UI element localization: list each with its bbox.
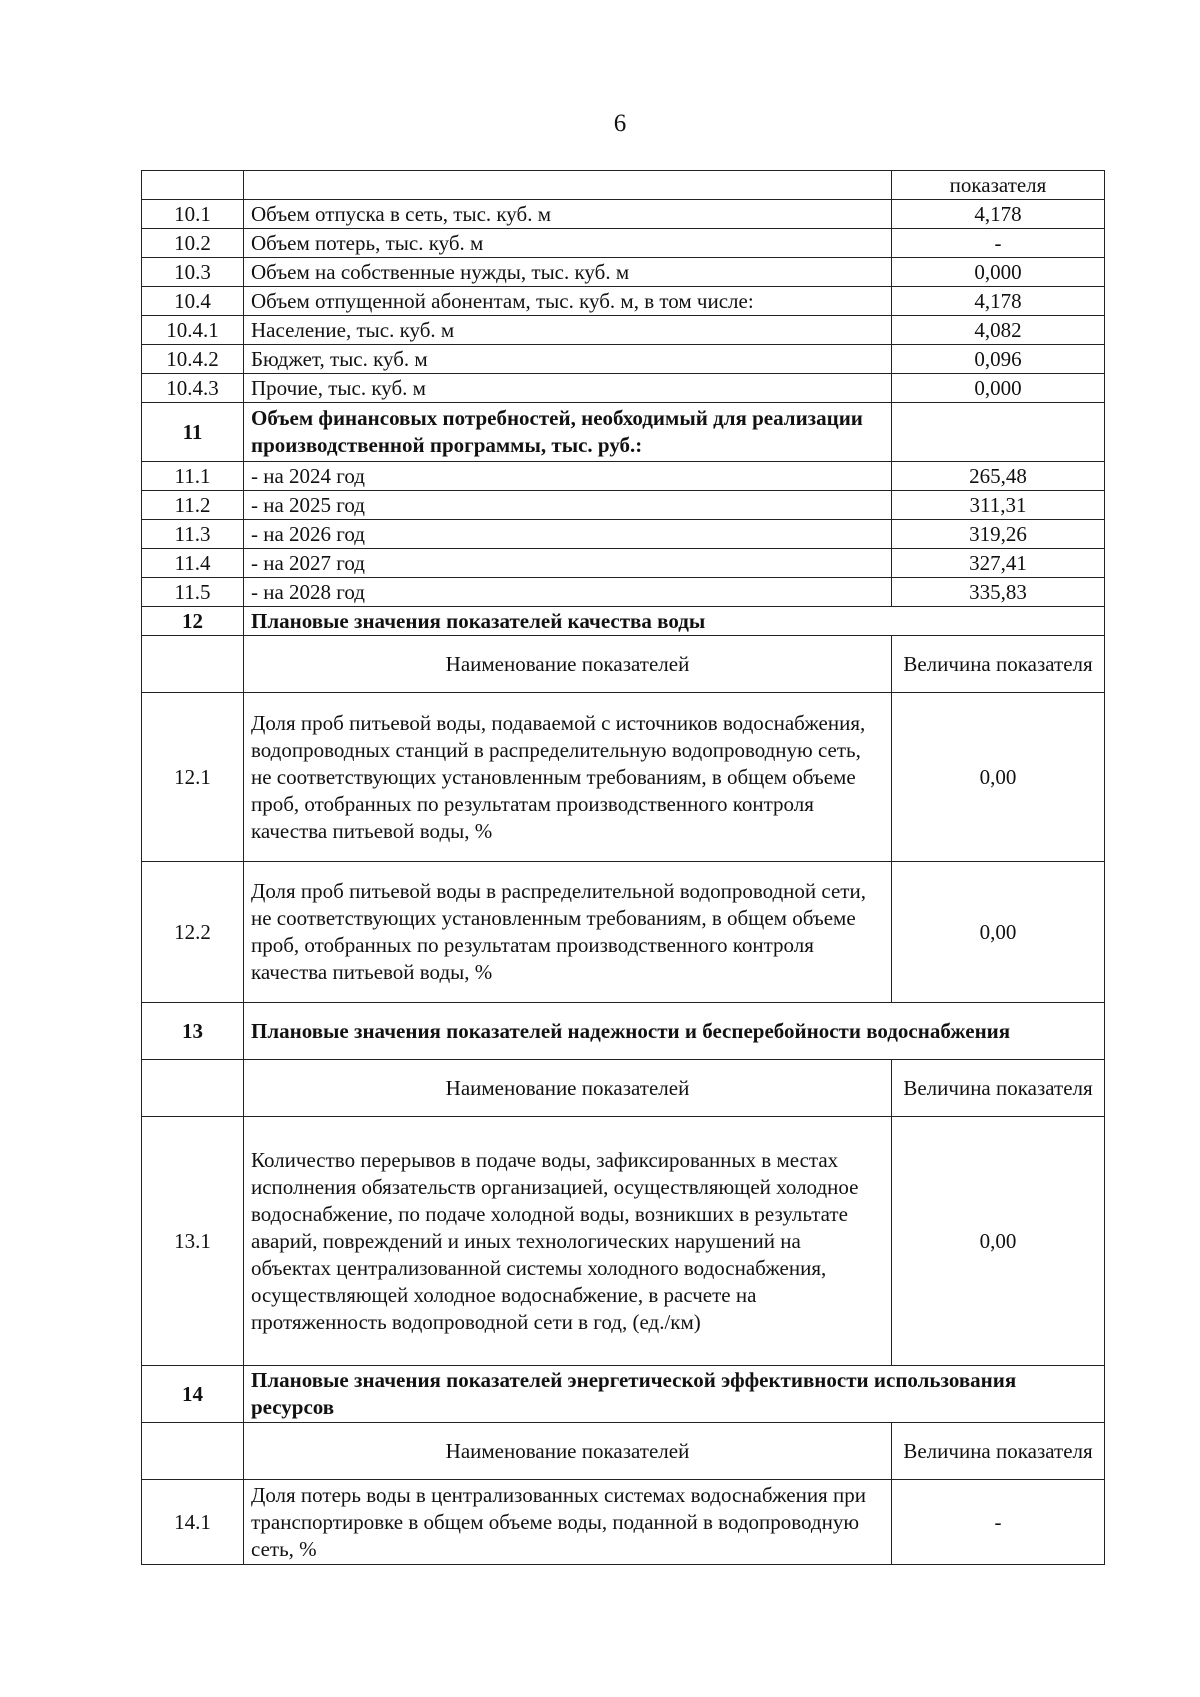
row-value: 335,83 <box>892 578 1105 607</box>
row-value: 0,096 <box>892 345 1105 374</box>
row-name: Объем на собственные нужды, тыс. куб. м <box>244 258 892 287</box>
header-name: Наименование показателей <box>244 1423 892 1480</box>
table-row <box>142 1117 1105 1366</box>
column-header-row <box>142 636 1105 693</box>
table-row <box>142 862 1105 1003</box>
table-row <box>142 345 1105 374</box>
row-value: - <box>892 229 1105 258</box>
section-header-row <box>142 607 1105 636</box>
header-value: Величина показателя <box>892 1060 1105 1117</box>
table-row <box>142 693 1105 862</box>
header-name: Наименование показателей <box>244 636 892 693</box>
row-number: 10.4.3 <box>142 374 244 403</box>
column-header-row <box>142 1423 1105 1480</box>
row-value: 0,000 <box>892 258 1105 287</box>
table-row <box>142 316 1105 345</box>
row-value: показателя <box>892 171 1105 200</box>
section-title: Плановые значения показателей энергетической эффективности использования ресурсов <box>244 1366 1105 1423</box>
section-number: 12 <box>142 607 244 636</box>
row-name: Количество перерывов в подаче воды, зафиксированных в местах исполнения обязательств организацией, осуществляющей холодное водоснабжение, по подаче холодной воды, возникших в результате аварий, повреждений и иных технологических нарушений на объектах централизованной системы холодного водоснабжения, осуществляющей холодное водоснабжение, в расчете на протяженность водопроводной сети в год, (ед./км) <box>244 1117 892 1366</box>
row-number: 10.4 <box>142 287 244 316</box>
row-name: Доля проб питьевой воды, подаваемой с источников водоснабжения, водопроводных станций в распределительную водопроводную сеть, не соответствующих установленным требованиям, в общем объеме проб, отобранных по результатам производственного контроля качества питьевой воды, % <box>244 693 892 862</box>
section-title: Объем финансовых потребностей, необходимый для реализации производственной программы, тыс. руб.: <box>244 403 892 462</box>
row-name: - на 2024 год <box>244 462 892 491</box>
row-number: 10.1 <box>142 200 244 229</box>
table-row <box>142 258 1105 287</box>
row-value: 265,48 <box>892 462 1105 491</box>
row-name: Прочие, тыс. куб. м <box>244 374 892 403</box>
row-number: 11.1 <box>142 462 244 491</box>
header-value: Величина показателя <box>892 636 1105 693</box>
row-value: 0,00 <box>892 862 1105 1003</box>
section-header-row <box>142 1003 1105 1060</box>
row-value: 0,00 <box>892 693 1105 862</box>
row-number: 13.1 <box>142 1117 244 1366</box>
table-row <box>142 374 1105 403</box>
section-title: Плановые значения показателей надежности и бесперебойности водоснабжения <box>244 1003 1105 1060</box>
row-name: - на 2025 год <box>244 491 892 520</box>
row-value: 0,00 <box>892 1117 1105 1366</box>
section-title: Плановые значения показателей качества воды <box>244 607 1105 636</box>
row-name: Бюджет, тыс. куб. м <box>244 345 892 374</box>
row-number: 11.5 <box>142 578 244 607</box>
row-number: 12.2 <box>142 862 244 1003</box>
table-row <box>142 287 1105 316</box>
table-row <box>142 1480 1105 1565</box>
table-row <box>142 171 1105 200</box>
table-row <box>142 229 1105 258</box>
row-name: - на 2027 год <box>244 549 892 578</box>
row-number: 12.1 <box>142 693 244 862</box>
row-number: 10.3 <box>142 258 244 287</box>
indicators-table <box>141 170 1105 1565</box>
section-number: 13 <box>142 1003 244 1060</box>
row-value: 0,000 <box>892 374 1105 403</box>
header-name: Наименование показателей <box>244 1060 892 1117</box>
row-number: 10.4.1 <box>142 316 244 345</box>
column-header-row <box>142 1060 1105 1117</box>
row-number: 11.3 <box>142 520 244 549</box>
row-name: Доля потерь воды в централизованных системах водоснабжения при транспортировке в общем объеме воды, поданной в водопроводную сеть, % <box>244 1480 892 1565</box>
table-row <box>142 549 1105 578</box>
row-name: Объем потерь, тыс. куб. м <box>244 229 892 258</box>
row-value: 4,082 <box>892 316 1105 345</box>
header-value: Величина показателя <box>892 1423 1105 1480</box>
row-value: 4,178 <box>892 200 1105 229</box>
row-name <box>244 171 892 200</box>
section-header-row <box>142 403 1105 462</box>
row-value: 311,31 <box>892 491 1105 520</box>
row-number <box>142 171 244 200</box>
row-number: 10.4.2 <box>142 345 244 374</box>
row-name: - на 2026 год <box>244 520 892 549</box>
row-value: - <box>892 1480 1105 1565</box>
table-row <box>142 520 1105 549</box>
table-row <box>142 462 1105 491</box>
row-value: 327,41 <box>892 549 1105 578</box>
section-number: 14 <box>142 1366 244 1423</box>
page-number: 6 <box>613 110 627 137</box>
row-name: Объем отпущенной абонентам, тыс. куб. м, в том числе: <box>244 287 892 316</box>
table-row <box>142 491 1105 520</box>
section-number: 11 <box>142 403 244 462</box>
table-row <box>142 578 1105 607</box>
row-value <box>892 403 1105 462</box>
row-number: 11.2 <box>142 491 244 520</box>
row-name: - на 2028 год <box>244 578 892 607</box>
row-value: 4,178 <box>892 287 1105 316</box>
row-number: 14.1 <box>142 1480 244 1565</box>
table-row <box>142 200 1105 229</box>
section-header-row <box>142 1366 1105 1423</box>
row-number: 10.2 <box>142 229 244 258</box>
row-number: 11.4 <box>142 549 244 578</box>
row-name: Объем отпуска в сеть, тыс. куб. м <box>244 200 892 229</box>
row-value: 319,26 <box>892 520 1105 549</box>
row-name: Доля проб питьевой воды в распределительной водопроводной сети, не соответствующих установленным требованиям, в общем объеме проб, отобранных по результатам производственного контроля качества питьевой воды, % <box>244 862 892 1003</box>
row-name: Население, тыс. куб. м <box>244 316 892 345</box>
